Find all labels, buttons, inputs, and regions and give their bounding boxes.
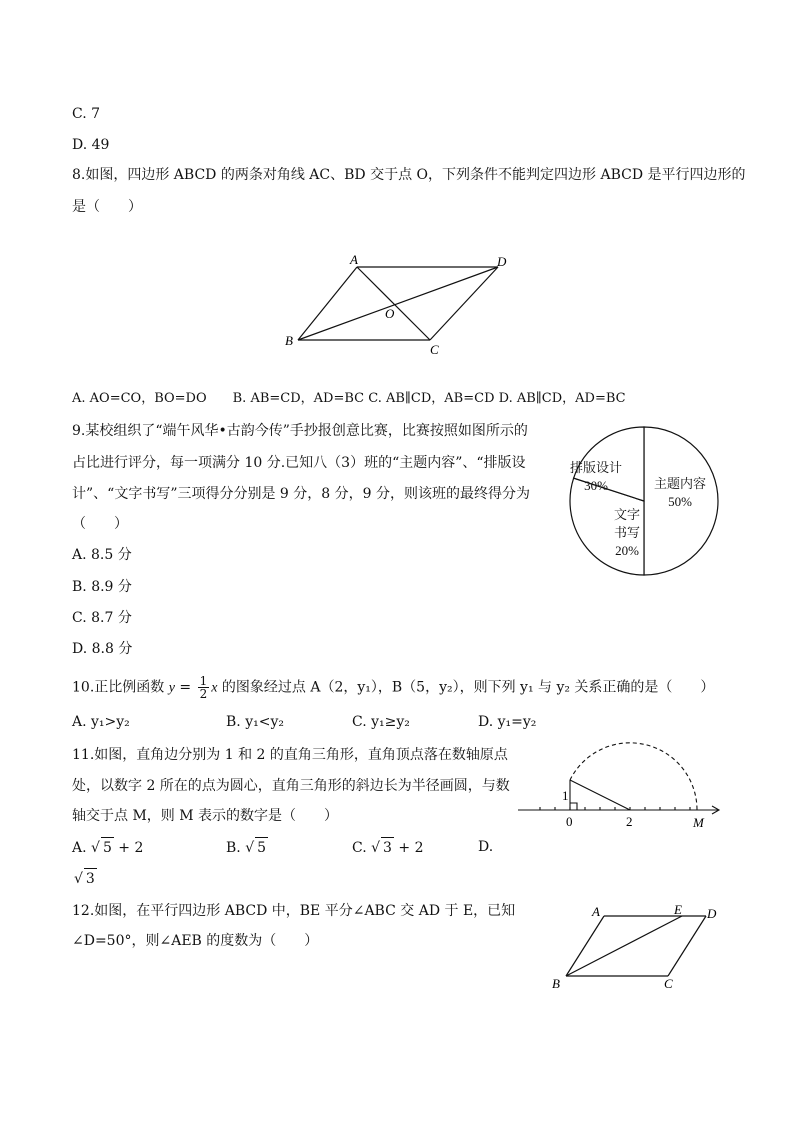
q11-option-c (352, 837, 424, 858)
sqrt-sign-icon: √ (245, 840, 255, 856)
pie-label-2-0: 文字 (613, 507, 641, 522)
q11-option-d (74, 868, 97, 889)
q8-label-d: D (497, 254, 507, 269)
pie-label-0-0: 主题内容 (653, 476, 707, 491)
pie-label-2-2: 20% (615, 543, 639, 558)
q11-stem-line3: 轴交于点 M，则 M 表示的数字是（ ） (72, 808, 339, 824)
q11-option-b-label: B. (226, 840, 241, 856)
q7-option-d: D. 49 (72, 137, 110, 153)
q11-option-b (226, 837, 268, 858)
q9-option-b: B. 8.9 分 (72, 579, 132, 595)
sqrt-sign-icon: √ (371, 840, 381, 856)
q9-option-a: A. 8.5 分 (72, 547, 132, 563)
q11-option-b-radicand: 5 (255, 837, 268, 858)
q11-option-d-radicand: 3 (84, 868, 97, 889)
q9-stem-line4: （ ） (72, 516, 128, 532)
q10-fraction-num: 1 (199, 674, 208, 688)
q10-func-x: x (211, 680, 218, 696)
q11-option-a-radicand: 5 (101, 837, 114, 858)
q11-label-zero: 0 (566, 814, 573, 829)
q8-options: A. AO=CO，BO=DO B. AB=CD，AD=BC C. AB∥CD，AB=CD D. AB∥CD，AD=BC (72, 391, 626, 406)
q9-stem-line1: 9.某校组织了“端午风华•古韵今传”手抄报创意比赛，比赛按照如图所示的 (72, 423, 528, 439)
q10-stem-prefix: 10.正比例函数 (72, 679, 169, 696)
pie-label-2-1: 书写 (613, 525, 641, 540)
q11-option-a (72, 837, 143, 858)
q11-option-a-label: A. (72, 840, 87, 856)
q10-func-y: y (168, 680, 175, 696)
q12-stem-line1: 12.如图，在平行四边形 ABCD 中，BE 平分∠ABC 交 AD 于 E，已知 (72, 903, 516, 919)
q9-pie-chart (566, 423, 722, 579)
q10-fraction (198, 675, 210, 700)
pie-label-1-0: 排版设计 (569, 460, 623, 475)
q12-label-e: E (674, 902, 682, 917)
q11-option-d-label: D. (478, 839, 494, 855)
q10-option-d: D. y₁=y₂ (478, 714, 537, 730)
q9-stem-line3: 计”、“文字书写”三项得分分别是 9 分，8 分，9 分，则该班的最终得分为 (72, 486, 530, 502)
q11-label-m: M (693, 815, 704, 830)
q12-label-b: B (552, 976, 560, 991)
q12-stem-line2: ∠D=50°，则∠AEB 的度数为（ ） (72, 933, 319, 949)
q12-parallelogram-figure (546, 900, 726, 994)
q11-stem-line2: 处，以数字 2 所在的点为圆心，直角三角形的斜边长为半径画圆，与数 (72, 778, 510, 794)
q9-option-c: C. 8.7 分 (72, 610, 132, 626)
q9-stem-line2: 占比进行评分，每一项满分 10 分.已知八（3）班的“主题内容”、“排版设 (72, 455, 526, 471)
q10-fraction-den: 2 (199, 687, 208, 701)
q11-label-two: 2 (626, 814, 633, 829)
q8-label-c: C (430, 342, 439, 357)
sqrt-sign-icon: √ (91, 840, 100, 856)
q10-stem (72, 675, 714, 701)
pie-label-0-1: 50% (668, 494, 692, 509)
sqrt-sign-icon: √ (74, 871, 83, 887)
q10-option-c: C. y₁≥y₂ (352, 714, 410, 730)
q12-label-d: D (707, 906, 717, 921)
q9-option-d: D. 8.8 分 (72, 641, 133, 657)
q12-label-a: A (592, 904, 600, 919)
q8-parallelogram-figure (280, 250, 520, 360)
q11-option-c-tail: + 2 (393, 840, 424, 856)
q11-label-one: 1 (562, 788, 569, 803)
q10-option-b: B. y₁<y₂ (226, 714, 284, 730)
q10-func-eq: = (174, 679, 196, 696)
q11-option-a-tail: + 2 (113, 840, 144, 856)
q8-label-a: A (350, 252, 358, 267)
q8-label-o: O (385, 306, 395, 321)
q11-option-c-label: C. (352, 840, 367, 856)
q8-stem-line1: 8.如图，四边形 ABCD 的两条对角线 AC、BD 交于点 O，下列条件不能判定四边形 ABCD 是平行四边形的 (72, 167, 746, 183)
q10-stem-suffix: 的图象经过点 A（2，y₁），B（5，y₂），则下列 y₁ 与 y₂ 关系正确的是（ ） (217, 679, 715, 696)
q7-option-c: C. 7 (72, 106, 101, 122)
q10-option-a: A. y₁>y₂ (72, 714, 130, 730)
pie-label-1-1: 30% (584, 478, 608, 493)
q12-label-c: C (664, 976, 673, 991)
q11-number-line-figure (514, 740, 726, 832)
q8-stem-line2: 是（ ） (72, 199, 142, 215)
q8-label-b: B (285, 333, 293, 348)
q11-option-c-radicand: 3 (381, 837, 394, 858)
q11-stem-line1: 11.如图，直角边分别为 1 和 2 的直角三角形，直角顶点落在数轴原点 (72, 747, 508, 763)
